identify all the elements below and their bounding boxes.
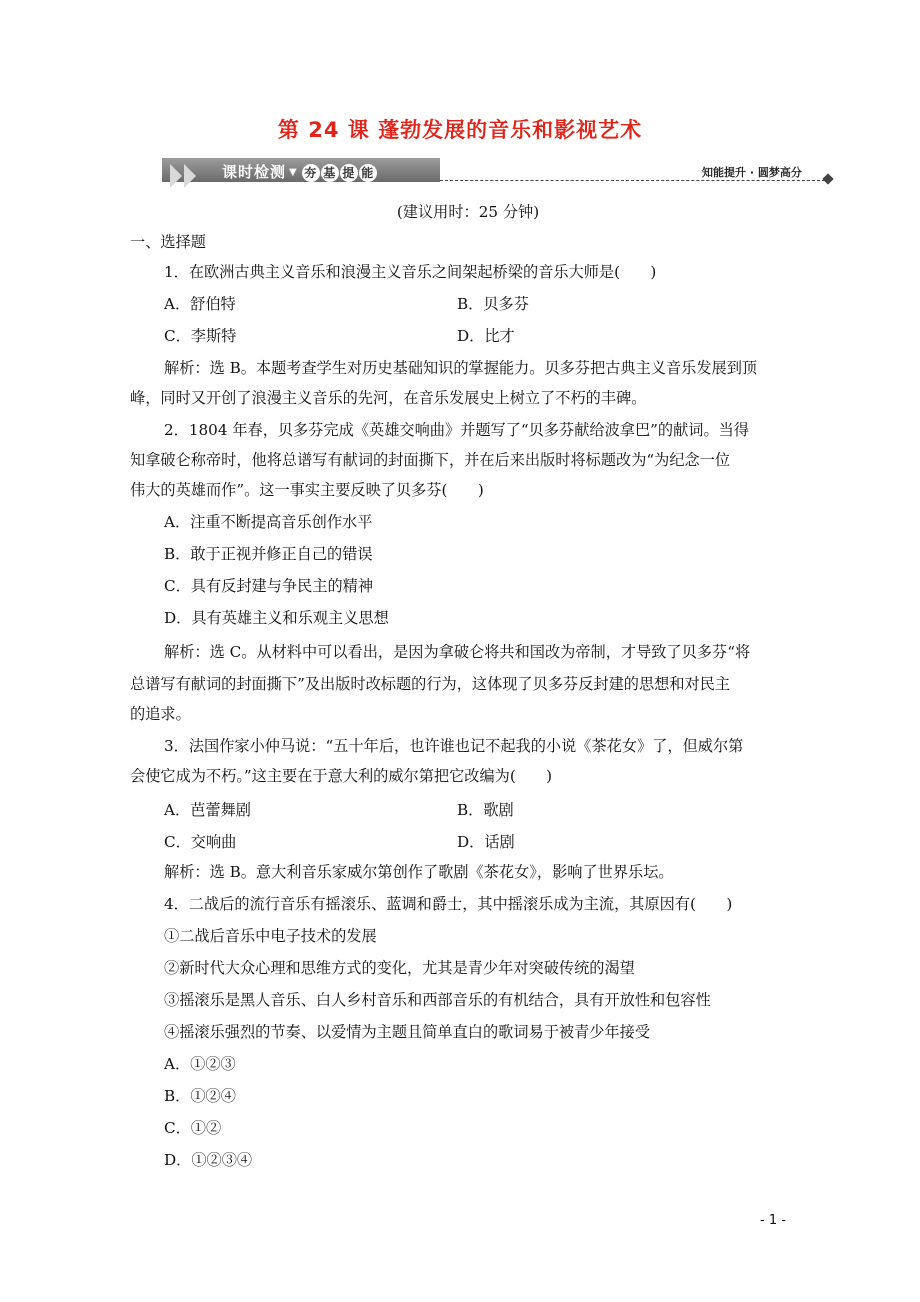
option: D．①②③④: [164, 1151, 253, 1169]
chevron-right-icon: [184, 164, 196, 188]
analysis: 解析：选 B。意大利音乐家威尔第创作了歌剧《茶花女》，影响了世界乐坛。: [164, 863, 674, 881]
analysis: 总谱写有献词的封面撕下”及出版时改标题的行为，这体现了贝多芬反封建的思想和对民主: [130, 675, 731, 693]
page-title: 第 24 课 蓬勃发展的音乐和影视艺术: [277, 118, 643, 142]
option: B．①②④: [164, 1087, 236, 1105]
question-stem: 知拿破仑称帝时，他将总谱写有献词的封面撕下，并在后来出版时将标题改为“为纪念一位: [130, 451, 731, 469]
diamond-icon: [822, 173, 833, 184]
question-stem: 2．1804 年春，贝多芬完成《英雄交响曲》并题写了“贝多芬献给波拿巴”的献词。当得: [164, 421, 750, 439]
analysis: 的追求。: [130, 705, 191, 723]
section-heading: 一、选择题: [130, 233, 206, 251]
section-banner: [162, 152, 842, 186]
option: D．具有英雄主义和乐观主义思想: [164, 609, 389, 627]
banner-divider: [440, 180, 830, 181]
chevron-right-icon: [170, 164, 182, 188]
option: A．①②③: [164, 1055, 236, 1073]
option: C．①②: [164, 1119, 222, 1137]
question-stem: 会使它成为不朽。”这主要在于意大利的威尔第把它改编为( ): [130, 767, 553, 785]
banner-badge: 基: [321, 164, 339, 182]
question-stem: 伟大的英雄而作”。这一事实主要反映了贝多芬( ): [130, 481, 484, 499]
analysis: 峰，同时又开创了浪漫主义音乐的先河，在音乐发展史上树立了不朽的丰碑。: [130, 389, 647, 407]
option: C．具有反封建与争民主的精神: [164, 577, 374, 595]
statement-item: ①二战后音乐中电子技术的发展: [164, 927, 377, 945]
analysis: 解析：选 C。从材料中可以看出，是因为拿破仑将共和国改为帝制，才导致了贝多芬“将: [164, 643, 751, 661]
banner-slogan: 知能提升 · 圆梦高分: [702, 166, 802, 179]
banner-badge: 提: [340, 164, 358, 182]
question-stem: 4．二战后的流行音乐有摇滚乐、蓝调和爵士，其中摇滚乐成为主流，其原因有( ): [164, 895, 733, 913]
option: A．舒伯特: [164, 295, 236, 313]
analysis: 解析：选 B。本题考查学生对历史基础知识的掌握能力。贝多芬把古典主义音乐发展到顶: [164, 359, 758, 377]
option: D．比才: [457, 327, 515, 345]
option: D．话剧: [457, 833, 515, 851]
option: C．李斯特: [164, 327, 237, 345]
option: B．歌剧: [457, 801, 514, 819]
banner-title: 课时检测: [222, 163, 287, 181]
page-number: - 1 -: [760, 1213, 786, 1228]
option: A．注重不断提高音乐创作水平: [164, 513, 373, 531]
statement-item: ④摇滚乐强烈的节奏、以爱情为主题且简单直白的歌词易于被青少年接受: [164, 1023, 650, 1041]
option: B．敢于正视并修正自己的错误: [164, 545, 373, 563]
statement-item: ③摇滚乐是黑人音乐、白人乡村音乐和西部音乐的有机结合，具有开放性和包容性: [164, 991, 711, 1009]
option: A．芭蕾舞剧: [164, 801, 251, 819]
question-stem: 3．法国作家小仲马说：“五十年后，也许谁也记不起我的小说《茶花女》了，但威尔第: [164, 737, 744, 755]
banner-badge: 夯: [302, 164, 320, 182]
statement-item: ②新时代大众心理和思维方式的变化，尤其是青少年对突破传统的渴望: [164, 959, 635, 977]
dot-icon: ▼: [289, 167, 298, 178]
banner-label: [222, 161, 377, 182]
option: C．交响曲: [164, 833, 237, 851]
suggested-time: (建议用时：25 分钟): [396, 203, 540, 221]
banner-badge: 能: [359, 164, 377, 182]
question-stem: 1．在欧洲古典主义音乐和浪漫主义音乐之间架起桥梁的音乐大师是( ): [164, 263, 657, 281]
option: B．贝多芬: [457, 295, 529, 313]
